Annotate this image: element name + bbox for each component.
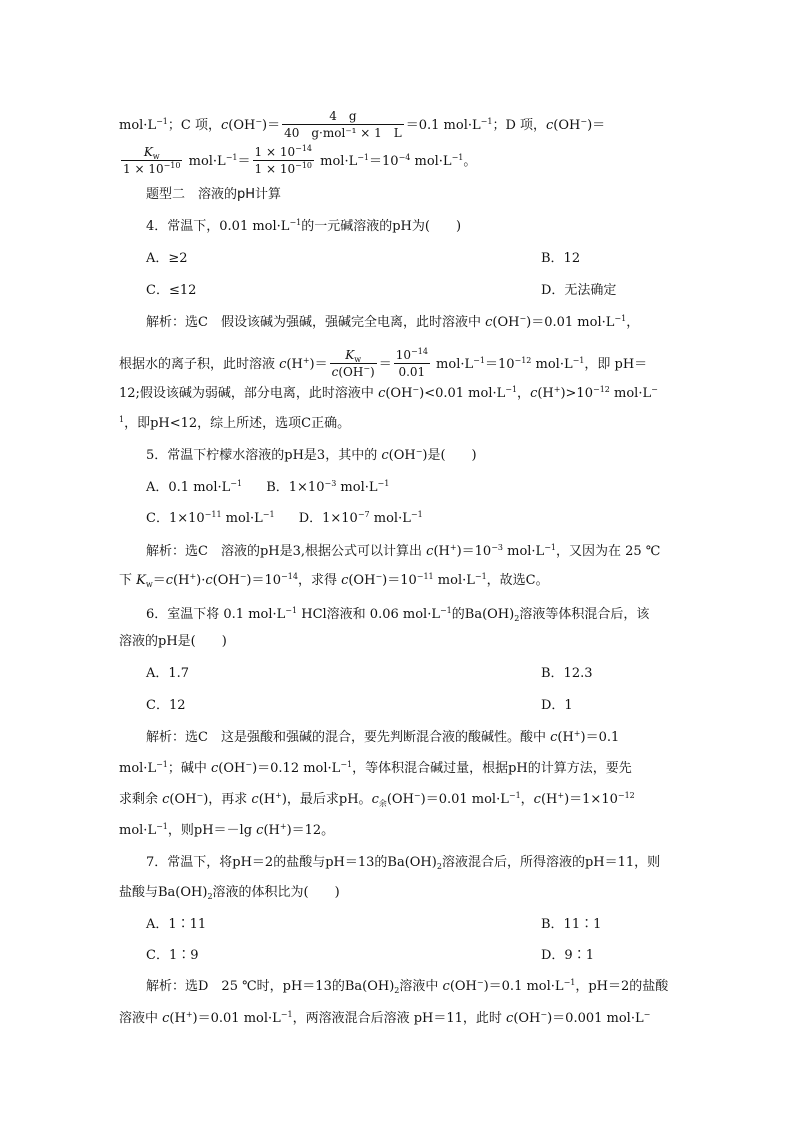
text: mol·L: [119, 761, 157, 776]
text: )<0.01 mol·L: [419, 386, 506, 401]
text: 1 × 10: [123, 162, 164, 176]
variable: c: [162, 792, 170, 807]
text: mol·L: [431, 357, 474, 372]
fraction: [282, 109, 404, 140]
text: 5．常温下柠檬水溶液的pH是3，其中的: [146, 448, 382, 463]
text: (H: [433, 544, 450, 559]
superscript: −1: [451, 153, 464, 162]
text-line: [119, 110, 675, 141]
superscript: −1: [474, 572, 487, 581]
text: )>10: [560, 386, 593, 401]
option-d: D．无法确定: [541, 283, 617, 298]
text: 解析：选C 假设该碱为强碱，强碱完全电离，此时溶液中: [146, 315, 486, 330]
text: 12;假设该碱为弱碱，部分电离，此时溶液中: [119, 386, 379, 401]
superscript: −1: [473, 356, 485, 365]
superscript: −11: [204, 510, 222, 519]
text: mol·L: [221, 511, 263, 526]
superscript: −: [476, 978, 484, 987]
text: ＝10: [369, 154, 399, 169]
text: 10: [395, 348, 412, 362]
text: 溶液等体积混合后，该: [519, 607, 650, 622]
fraction-numerator: [121, 145, 182, 161]
superscript: −4: [398, 153, 411, 162]
text: mol·L: [609, 386, 652, 401]
variable: c: [426, 544, 434, 559]
text: )，最后求pH。: [281, 792, 372, 807]
text: (OH: [388, 448, 416, 463]
superscript: −14: [281, 572, 298, 581]
question-stem: [146, 219, 675, 235]
variable: c: [279, 357, 287, 372]
text: 1 × 10: [254, 145, 296, 159]
superscript: −: [519, 314, 527, 323]
text: A．0.1 mol·L: [146, 480, 231, 495]
text: (OH: [169, 792, 197, 807]
superscript: −1: [480, 117, 493, 126]
fraction-denominator: [253, 161, 314, 176]
text: ；碱中: [167, 761, 212, 776]
text: mol·L: [119, 823, 157, 838]
variable: c: [506, 1011, 514, 1026]
variable: c: [533, 792, 541, 807]
superscript: −12: [617, 791, 635, 800]
fraction-denominator: 40 g·mol⁻¹ × 1 L: [284, 126, 402, 140]
text: ，又因为在 25 ℃: [556, 544, 661, 559]
superscript: −: [245, 760, 253, 769]
text: 的Ba(OH): [451, 607, 515, 622]
text: mol·L: [433, 573, 475, 588]
text: ；C 项，: [167, 118, 221, 133]
option-d: D．1: [541, 698, 573, 713]
subscript: 2: [394, 986, 400, 995]
section-heading: 题型二 溶液的pH计算: [146, 187, 282, 202]
question-stem: 溶液的pH是( ): [119, 634, 227, 649]
text: ，pH＝2的盐酸: [575, 979, 669, 994]
text: mol·L: [336, 480, 378, 495]
superscript: −3: [324, 479, 337, 488]
text: C．1×10: [146, 511, 205, 526]
option-d: D．9∶1: [541, 948, 594, 963]
text: 6．室温下将 0.1 mol·L: [146, 607, 286, 622]
fraction-denominator: [330, 364, 377, 379]
variable: c: [546, 118, 554, 133]
superscript: −1: [563, 978, 576, 987]
text: (H: [258, 792, 276, 807]
superscript: +: [279, 822, 287, 831]
superscript: −12: [514, 356, 532, 365]
variable: c: [162, 1011, 170, 1026]
solution-line: [119, 349, 675, 380]
superscript: +: [189, 572, 197, 581]
text: (H: [173, 573, 190, 588]
text: (H: [557, 730, 574, 745]
superscript: −1: [377, 479, 390, 488]
fraction: [121, 145, 182, 176]
superscript: −1: [289, 218, 302, 227]
superscript: −: [239, 572, 247, 581]
variable: c: [165, 573, 174, 588]
text: (OH: [449, 979, 477, 994]
text: mol·L: [410, 154, 452, 169]
option-row: [146, 511, 675, 527]
text: )，再求: [203, 792, 252, 807]
variable: c: [530, 386, 538, 401]
superscript: −1: [508, 791, 521, 800]
variable: c: [211, 761, 219, 776]
text: (OH: [385, 386, 413, 401]
text: mol·L: [184, 154, 226, 169]
text: ＝: [378, 357, 392, 372]
text: )＝0.01 mol·L: [420, 792, 509, 807]
solution-line: [146, 979, 675, 995]
text: )＝0.001 mol·L: [547, 1011, 644, 1026]
option-row: [146, 948, 675, 964]
option-row: [146, 283, 675, 299]
solution-line: [119, 792, 675, 808]
text: 解析：选D 25 ℃时，pH＝13的Ba(OH): [146, 979, 395, 994]
superscript: +: [573, 729, 581, 738]
superscript: −1: [572, 356, 585, 365]
superscript: −: [412, 385, 420, 394]
text: (H: [263, 823, 280, 838]
superscript: +: [557, 791, 565, 800]
option-c: C．≤12: [146, 283, 197, 298]
option-row: [146, 666, 675, 682]
text: )＝0.1 mol·L: [483, 979, 564, 994]
superscript: −1: [262, 510, 275, 519]
solution-line: [146, 315, 675, 331]
variable: K: [345, 348, 355, 362]
solution-line: [146, 730, 675, 746]
text: 溶液中: [119, 1011, 163, 1026]
superscript: −11: [416, 572, 434, 581]
solution-line: [146, 544, 675, 560]
text: (H: [169, 1011, 186, 1026]
subscript: w: [354, 355, 362, 364]
text: )是( ): [422, 448, 477, 463]
text: 解析：选C 溶液的pH是3,根据公式可以计算出: [146, 544, 427, 559]
superscript: −10: [295, 161, 312, 170]
text: )＝12。: [286, 823, 335, 838]
subscript: 余: [378, 799, 387, 808]
subscript: w: [152, 152, 160, 161]
text: 盐酸与Ba(OH): [119, 885, 208, 900]
text: 4．常温下，0.01 mol·L: [146, 219, 290, 234]
superscript: −1: [614, 314, 627, 323]
option-b: [266, 480, 389, 495]
option-c: C．12: [146, 698, 186, 713]
variable: c: [251, 792, 259, 807]
text: mol·L: [119, 118, 157, 133]
text: 7．常温下，将pH＝2的盐酸与pH＝13的Ba(OH): [146, 855, 437, 870]
superscript: +: [185, 1010, 193, 1019]
superscript: −: [375, 572, 383, 581]
variable: c: [205, 573, 213, 588]
text: mol·L: [531, 357, 573, 372]
text: (OH: [553, 118, 581, 133]
option-c: C．1∶9: [146, 948, 199, 963]
variable: c: [220, 118, 229, 133]
fraction-denominator: 0.01: [398, 365, 426, 379]
superscript: −: [643, 1010, 651, 1019]
option-row: [146, 480, 675, 496]
text: )＝0.12 mol·L: [252, 761, 341, 776]
text: 根据水的离子积，此时溶液: [119, 357, 280, 372]
superscript: −1: [544, 543, 556, 552]
text: 的一元碱溶液的pH为( ): [301, 219, 462, 234]
superscript: −1: [439, 606, 452, 615]
superscript: +: [449, 543, 457, 552]
fraction-numerator: [330, 348, 377, 364]
superscript: −10: [163, 161, 181, 170]
superscript: −3: [491, 543, 503, 552]
text: )＝: [587, 118, 606, 133]
text: (OH: [348, 573, 376, 588]
question-stem: [146, 448, 675, 464]
superscript: −1: [285, 606, 298, 615]
text: (OH: [338, 365, 364, 379]
text-line: [119, 146, 675, 177]
superscript: −: [255, 117, 263, 126]
text: (OH: [492, 315, 520, 330]
text: )＝10: [246, 573, 282, 588]
superscript: −14: [295, 144, 312, 153]
fraction: [253, 145, 314, 176]
text: ＝: [237, 154, 251, 169]
option-a: A．≥2: [146, 251, 188, 266]
superscript: +: [553, 385, 561, 394]
superscript: −: [413, 791, 421, 800]
superscript: −1: [410, 510, 423, 519]
text: )＝0.01 mol·L: [526, 315, 615, 330]
superscript: −: [651, 385, 658, 394]
superscript: 1: [119, 415, 125, 424]
option-a: A．1∶11: [146, 917, 207, 932]
text: ): [370, 365, 375, 379]
text: mol·L: [502, 544, 545, 559]
option-d: [299, 511, 423, 526]
text: 溶液的体积比为( ): [212, 885, 340, 900]
option-c: [146, 511, 275, 526]
text: ，两溶液混合后溶液 pH＝11，此时: [292, 1011, 507, 1026]
text: (OH: [228, 118, 256, 133]
text: HCl溶液和 0.06 mol·L: [297, 607, 440, 622]
text: )＝1×10: [564, 792, 618, 807]
text: ，则pH＝－lg: [167, 823, 257, 838]
text: (H: [540, 792, 558, 807]
subscript: 2: [436, 862, 442, 871]
text: ＝: [152, 573, 166, 588]
option-a: [146, 480, 242, 495]
subscript: 2: [514, 614, 520, 623]
variable: c: [550, 730, 558, 745]
solution-line: [119, 386, 675, 402]
text: (OH: [218, 761, 246, 776]
fraction: [330, 348, 377, 379]
superscript: −: [415, 447, 423, 456]
text: ，: [517, 386, 531, 401]
variable: c: [378, 386, 386, 401]
subscript: w: [145, 580, 153, 589]
variable: c: [381, 448, 389, 463]
text: mol·L: [369, 511, 411, 526]
fraction-denominator: [121, 161, 182, 176]
question-stem: [119, 885, 675, 901]
text: ，等体积混合碱过量，根据pH的计算方法，要先: [352, 761, 632, 776]
text: )＝: [262, 118, 281, 133]
text: ＝0.1 mol·L: [405, 118, 481, 133]
superscript: +: [302, 356, 310, 365]
text: ，即 pH＝: [584, 357, 648, 372]
text: 下: [119, 573, 137, 588]
option-row: [146, 698, 675, 714]
text: ，即pH<12，综上所述，选项C正确。: [124, 416, 351, 431]
text: )＝0.1: [580, 730, 620, 745]
text: )＝0.01 mol·L: [192, 1011, 281, 1026]
text: 解析：选C 这是强酸和强碱的混合，要先判断混合液的酸碱性。酸中: [146, 730, 551, 745]
option-a: A．1.7: [146, 666, 190, 681]
superscript: −1: [225, 153, 238, 162]
text: 1 × 10: [254, 162, 296, 176]
option-b: B．12: [541, 251, 581, 266]
superscript: −1: [505, 385, 518, 394]
superscript: +: [275, 791, 282, 800]
superscript: −: [363, 364, 371, 373]
text: ，: [626, 315, 640, 330]
text: (H: [537, 386, 554, 401]
text: (OH: [386, 792, 414, 807]
superscript: −: [540, 1010, 548, 1019]
text: D．1×10: [298, 511, 358, 526]
variable: c: [442, 979, 450, 994]
superscript: −1: [156, 822, 168, 831]
text: ＝10: [484, 357, 515, 372]
text: ，求得: [297, 573, 342, 588]
text: )＝10: [382, 573, 417, 588]
superscript: −: [196, 791, 204, 800]
superscript: −7: [357, 510, 370, 519]
option-row: [146, 917, 675, 933]
option-b: B．12.3: [541, 666, 593, 681]
text: ，故选C。: [486, 573, 549, 588]
solution-line: [119, 1011, 675, 1027]
solution-line: [119, 823, 675, 839]
solution-line: [119, 761, 675, 777]
variable: c: [256, 823, 264, 838]
superscript: −12: [592, 385, 610, 394]
text: ；D 项，: [492, 118, 546, 133]
question-stem: [146, 855, 675, 871]
option-b: B．11∶1: [541, 917, 602, 932]
variable: c: [485, 315, 493, 330]
superscript: −1: [357, 153, 370, 162]
text: ，: [520, 792, 534, 807]
text: (OH: [513, 1011, 541, 1026]
text: 。: [463, 154, 477, 169]
superscript: −: [580, 117, 588, 126]
text: 溶液中: [399, 979, 443, 994]
text: 求剩余: [119, 792, 163, 807]
superscript: −1: [156, 760, 168, 769]
fraction-numerator: [253, 145, 314, 161]
text: )＝10: [456, 544, 492, 559]
solution-line: [119, 416, 675, 432]
text: (H: [286, 357, 303, 372]
option-row: [146, 251, 675, 267]
text: (OH: [212, 573, 240, 588]
text: B．1×10: [266, 480, 325, 495]
fraction: [394, 348, 430, 379]
superscript: −1: [156, 117, 168, 126]
superscript: −1: [340, 760, 353, 769]
variable: c: [341, 573, 349, 588]
variable: c: [331, 365, 339, 379]
superscript: −14: [411, 347, 428, 356]
fraction-numerator: 4 g: [282, 109, 404, 125]
variable: c: [371, 792, 379, 807]
solution-line: [119, 573, 675, 589]
subscript: 2: [207, 892, 213, 901]
fraction-numerator: [394, 348, 430, 364]
text: )＝: [309, 357, 328, 372]
text: mol·L: [316, 154, 358, 169]
superscript: −1: [230, 479, 243, 488]
question-stem: [146, 607, 675, 623]
text: )·: [196, 573, 206, 588]
variable: K: [143, 145, 153, 159]
text: 溶液混合后，所得溶液的pH＝11，则: [441, 855, 661, 870]
variable: K: [136, 573, 146, 588]
superscript: −1: [280, 1010, 293, 1019]
